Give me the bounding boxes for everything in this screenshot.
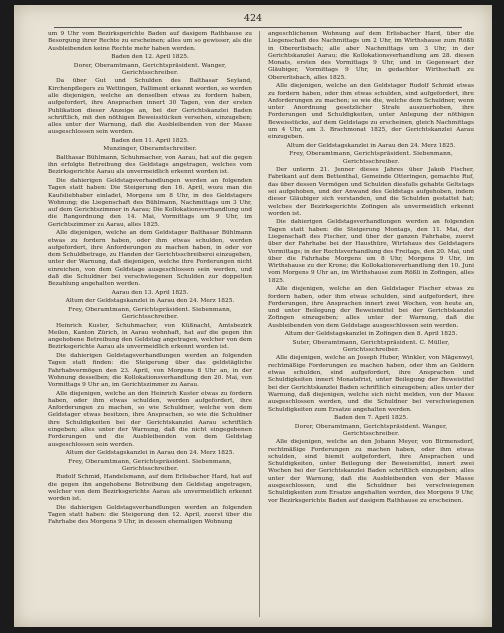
notice-paragraph: Da über Gut und Schulden des Balthasar Seyland, Kirchenpflegers zu Wettingen, Falliment erkannt worden, so werden alle diejenigen, welche an denselben etwas zu fordern haben, aufgefordert, ihre Ansprachen innert 30 Tagen, von der ersten Publikation dieser Anzeige an, bei der Gerichtskanzlei Baden schriftlich, mit den nöthigen Beweisstücken versehen, einzugeben; alles unter der Warnung, daß die Ausbleibenden von der Masse ausgeschlossen sein werden. [48, 78, 252, 136]
continued-text: um 9 Uhr vom Bezirksgerichte Baden auf dasigem Rathhause zu Besorgung ihrer Rechte zu erscheinen; alles um so gewisser, als die Ausbleibenden keine Rechte mehr haben werden. [48, 31, 252, 52]
notice-paragraph: Die dahierigen Geldstagsverhandlungen werden an folgenden Tagen statt haben: die Steigerung Montags, den 11. Mai, der Liegenschaft des Fischer, und über der ganzen Fahrhabe, zuerst über der Fahrhabe bei der Hausthüre, Wirtshaus des Geldstagers Vormittags; in der Rechtsverhandlung des Freitags, den 20. Mai, und über die Fahrhabe Morgens um 8 Uhr, Morgens 9 Uhr, im Wirthshause zu der Krone; die Kollokationsverhandlung den 10. Juni vom Morgens 9 Uhr an, im Wirthshause zum Rößli in Zofingen, alles 1825. [268, 219, 474, 284]
newspaper-page [14, 5, 492, 627]
notice-paragraph: Alle diejenigen, welche an den Johann Meyer, von Birmensdorf, rechtmäßige Forderungen zu machen haben, oder ihm etwas schulden, sind hiemit aufgefordert, ihre Ansprachen und Schuldigkeiten, unter Beilegung der Beweismittel, innert zwei Wochen bei der Gerichtskanzlei Baden schriftlich einzugeben; alles unter der Warnung, daß die Ausbleibenden von der Masse ausgeschlossen, und die Schuldner bei verschwiegenen Schuldigkeiten zum Ersatze angehalten werden, des Morgens 9 Uhr, vor Bezirksgerichte Baden auf dasigem Rathhause zu erscheinen. [268, 439, 474, 504]
official-signature: Frey, Oberamtmann, Gerichtspräsident. Siebenmann, Gerichtsschreiber. [68, 458, 232, 472]
notice-paragraph: Balthasar Bühlmann, Schuhmacher, von Aarau, hat auf die gegen ihn erfolgte Betreibung des Geldstags angetragen, welches vom Bezirksgerichte Aarau als unvermeidlich erkennt worden ist. [48, 154, 252, 176]
official-signature: Frey, Oberamtmann, Gerichtspräsident. Siebenmann, Gerichtsschreiber. [289, 151, 453, 165]
date-line: Baden den 12. April 1825. [111, 54, 189, 61]
date-line: Altum der Geldstagskanzlei in Aarau den 24. Merz 1825. [65, 298, 235, 305]
column-divider [259, 31, 260, 617]
date-line: Baden den 7. April 1825. [334, 415, 408, 422]
page-number: 424 [243, 13, 263, 24]
date-line: Altum der Geldstagskanzlei in Aarau den 24. Merz 1825. [65, 450, 235, 457]
official-signature: Frey, Oberamtmann, Gerichtspräsident. Siebenmann, Gerichtsschreiber. [68, 306, 232, 321]
official-signature: Dorer, Oberamtmann, Gerichtspräsident. Wanger, Gerichtsschreiber. [294, 423, 448, 437]
notice-paragraph: Die dahierigen Geldstagsverhandlungen werden an folgenden Tagen statt finden: die Steigerung über das geldstägliche Fahrhabvermögen den 23. April, von Morgens 8 Uhr an, in der Wohnung desselben; die Kollokationsverhandlung den 20. Mai, von Vormittags 9 Uhr an, im Gerichtszimmer zu Aarau. [48, 352, 252, 389]
date-line: Altum der Geldstagskanzlei in Zofingen den 8. April 1825. [284, 331, 458, 338]
notice-paragraph: Heinrich Kuster, Schuhmacher, von Küßnacht, Amtsbezirk Meilen, Kanton Zürich, in Aarau wohnhaft, hat auf die gegen ihn angehobene Betreibung den Geldstag angetragen, welcher von dem Bezirksgerichte Aarau als unvermeidlich erkennt worden ist. [48, 322, 252, 351]
notice-paragraph: Alle diejenigen, welche an dem Geldstager Balthasar Bühlmann etwas zu fordern haben, oder ihm etwas schulden, werden aufgefordert, ihre Anforderungen zu machen haben, in oder vor dem Schuldbetrage, zu Handen der Gerichtsschreiberei einzugeben, unter der Warnung, daß diejenigen, welche ihre Forderungen nicht einreichen, von dem Geldstage ausgeschlossen sein werden, und daß die Schuldner bei verschwiegenen Schulden zur doppelten Bezahlung angehalten werden. [48, 230, 252, 288]
notice-paragraph: Alle diejenigen, welche an Joseph Huber, Winkler, von Mägenwyl, rechtmäßige Forderungen zu machen haben, oder ihm an Geldern etwas schulden, sind aufgefordert, ihre Ansprachen und Schuldigkeiten innert Monatsfrist, unter Beilegung der Beweistitel bei der Gerichtskanzlei Baden schriftlich einzugeben; alles unter der Warnung, daß diejenigen, welche sich nicht melden, von der Masse ausgeschlossen werden, und die Schuldner bei verschwiegenen Schuldigkeiten zum Ersatze angehalten werden. [268, 355, 474, 413]
right-column [268, 31, 474, 619]
notice-paragraph: Alle diejenigen, welche an den Geldstager Rudolf Schmid etwas zu fordern haben, oder ihm etwas schulden, sind aufgefordert, ihre Anforderungen zu machen; so wie die, welche dem Schuldner, wenn unter Anordnung gesetzlicher Strafe auszuerhoben, ihre Forderungen und Schuldigkeiten, unter Anlegung der nöthigen Beweisstücke, auf dem Geldstage zu erscheinen, gleich Nachmittags um 4 Uhr, am 3. Brachmonat 1825, der Gerichtskanzlei Aarau einzugeben. [268, 83, 474, 141]
date-line: Altum der Geldstagskanzlei in Aarau den 24. Merz 1825. [286, 142, 456, 149]
header-rule [54, 27, 462, 28]
notice-paragraph: Die dahierigen Geldstagsverhandlungen werden an folgenden Tagen statt haben: die Steigerung den 12. April, zuerst über die Fahrhabe des Morgens 9 Uhr, in dessen ehemaligen Wohnung [48, 504, 252, 526]
left-column [48, 31, 252, 619]
date-line: Baden den 11. April 1825. [111, 137, 189, 144]
notice-paragraph: Rudolf Schmid, Handelsmann, auf dem Erlisbacher Hard, hat auf die gegen ihn angehobene Betreibung den Geldstag angetragen, welcher von dem Bezirksgerichte Aarau als unvermeidlich erkennt worden ist. [48, 474, 252, 503]
notice-paragraph: Alle diejenigen, welche an den Geldstager Fischer etwas zu fordern haben, oder ihm etwas schulden, sind aufgefordert, ihre Forderungen, ihre Ansprachen innert zwei Wochen, von heute an, und unter Beilegung der Beweismittel bei der Gerichtskanzlei Zofingen einzugeben; alles unter der Warnung, daß die Ausbleibenden von dem Geldstage ausgeschlossen sein werden. [268, 286, 474, 329]
official-signature: Munzinger, Oberamtschreiber. [103, 146, 197, 153]
official-signature: Dorer, Oberamtmann, Gerichtspräsident. Wanger, Gerichtsschreiber. [73, 62, 227, 76]
date-line: Aarau den 13. April 1825. [111, 289, 189, 296]
notice-paragraph: Die dahierigen Geldstagsverhandlungen werden an folgenden Tagen statt haben: Die Steigerung den 16. April, wozu man die Kaufsliebhaber einladet, Morgens um 8 Uhr, in des Geldstagers Wohnung; die Liegenschaft des Bühlmann, Nachmittags um 3 Uhr, auf dem Gerichtszimmer in Aarau; Die Kollokationsverhandlung und die Rangordnung den 14. Mai, Vormittags um 9 Uhr, im Gerichtszimmer zu Aarau, alles 1825. [48, 177, 252, 228]
notice-paragraph: Alle diejenigen, welche an den Heinrich Kuster etwas zu fordern haben, oder ihm etwas schulden, werden aufgefordert, ihre Anforderungen zu machen, so wie Schuldner, welche von dem Geldstager etwas besitzen, ihre Ansprachen, so wie die Schuldner ihre Schuldigkeiten bei der Gerichtskanzlei Aarau schriftlich eingeben; alles unter der Warnung, daß die nicht eingegebenen Forderungen und die Ausbleibenden von dem Geldstag ausgeschlossen sein werden. [48, 390, 252, 448]
continued-text: angeschlichenen Wohnung auf dem Erlisbacher Hard, über die Liegenschaft des Nachmittags um 2 Uhr, im Wirthshause zum Rößli in Obererlisbach; alle aber Nachmittags um 3 Uhr, in der Gerichtskanzlei Aarau; die Kollokationsverhandlung am 28. diesen Monats, ersten des Vormittags 9 Uhr, und in Gegenwart der Gläubiger, Vormittags 9 Uhr, in gedachter Wirthschaft zu Obererlisbach, alles 1825. [268, 31, 474, 81]
official-signature: Suter, Oberamtmann, Gerichtspräsident. C. Müller, Gerichtsschreiber. [292, 339, 450, 353]
notice-paragraph: Der unterm 21. Jenner dieses Jahres über Jakob Fischer, Fabrikant auf dem Bettenthal, Gemeinde Otteringen, gemachte Ruf, das über dessen Vermögen und Schulden diesfalls gehabte Geltstags sei aufgehoben, und der Anwand des Geldstags aufgehoben, indem dieser Gläubiger sich verstanden, und die Schulden gestattet hat; welches der Bezirksgerichte Zofingen als unvermeidlich erkennt worden ist. [268, 167, 474, 217]
